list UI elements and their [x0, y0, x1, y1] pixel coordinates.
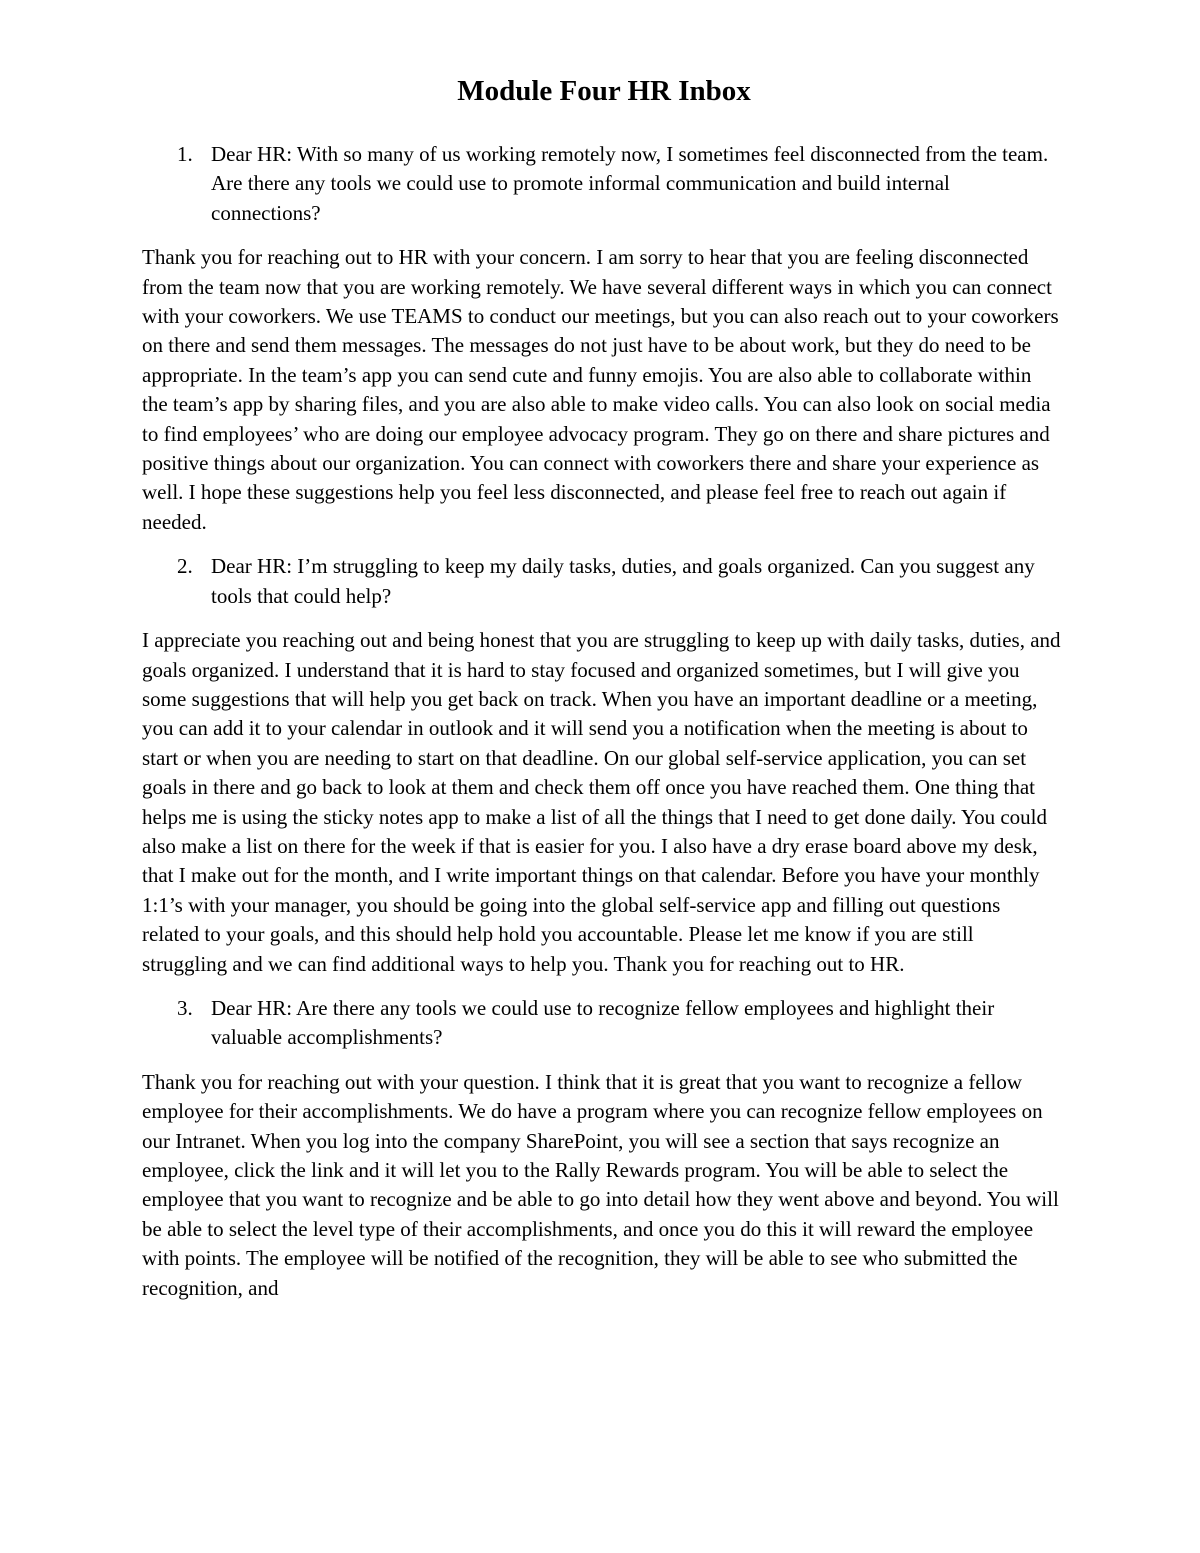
- document-page: [142, 72, 1062, 1303]
- question-3: [142, 994, 1062, 1053]
- answer-1: Thank you for reaching out to HR with your concern. I am sorry to hear that you are feeling disconnected from the team now that you are working remotely. We have several different ways in which you can connect with your coworkers. We use TEAMS to conduct our meetings, but you can also reach out to your coworkers on there and send them messages. The messages do not just have to be about work, but they do need to be appropriate. In the team’s app you can send cute and funny emojis. You are also able to collaborate within the team’s app by sharing files, and you are also able to make video calls. You can also look on social media to find employees’ who are doing our employee advocacy program. They go on there and share pictures and positive things about our organization. You can connect with coworkers there and share your experience as well. I hope these suggestions help you feel less disconnected, and please feel free to reach out again if needed.: [142, 245, 1059, 534]
- question-1: [142, 140, 1062, 228]
- question-text: Dear HR: I’m struggling to keep my daily tasks, duties, and goals organized. Can you suggest any tools that could help?: [211, 554, 1035, 608]
- question-number: 2.: [177, 554, 193, 579]
- question-number: 1.: [177, 142, 193, 166]
- document-title: Module Four HR Inbox: [457, 75, 751, 107]
- question-text: Dear HR: With so many of us working remotely now, I sometimes feel disconnected from the team. Are there any tools we could use to promote informal communication and build internal connections?: [211, 142, 1049, 225]
- question-text: Dear HR: Are there any tools we could use to recognize fellow employees and highlight their valuable accomplishments?: [211, 995, 995, 1050]
- question-2: [142, 552, 1062, 611]
- question-number: 3.: [177, 995, 193, 1020]
- answer-2: I appreciate you reaching out and being honest that you are struggling to keep up with daily tasks, duties, and goals organized. I understand that it is hard to stay focused and organized sometimes, but I will give you some suggestions that will help you get back on track. When you have an important deadline or a meeting, you can add it to your calendar in outlook and it will send you a notification when the meeting is about to start or when you are needing to start on that deadline. On our global self-service application, you can set goals in there and go back to look at them and check them off once you have reached them. One thing that helps me is using the sticky notes app to make a list of all the things that I need to get done daily. You could also make a list on there for the week if that is easier for you. I also have a dry erase board above my desk, that I make out for the month, and I write important things on that calendar. Before you have your monthly 1:1’s with your manager, you should be going into the global self-service app and filling out questions related to your goals, and this should help hold you accountable. Please let me know if you are still struggling and we can find additional ways to help you. Thank you for reaching out to HR.: [142, 628, 1061, 976]
- answer-3: Thank you for reaching out with your question. I think that it is great that you want to recognize a fellow employee for their accomplishments. We do have a program where you can recognize fellow employees on our Intranet. When you log into the company SharePoint, you will see a section that says recognize an employee, click the link and it will let you to the Rally Rewards program. You will be able to select the employee that you want to recognize and be able to go into detail how they went above and beyond. You will be able to select the level type of their accomplishments, and once you do this it will reward the employee with points. The employee will be notified of the recognition, they will be able to see who submitted the recognition, and: [142, 1069, 1059, 1300]
